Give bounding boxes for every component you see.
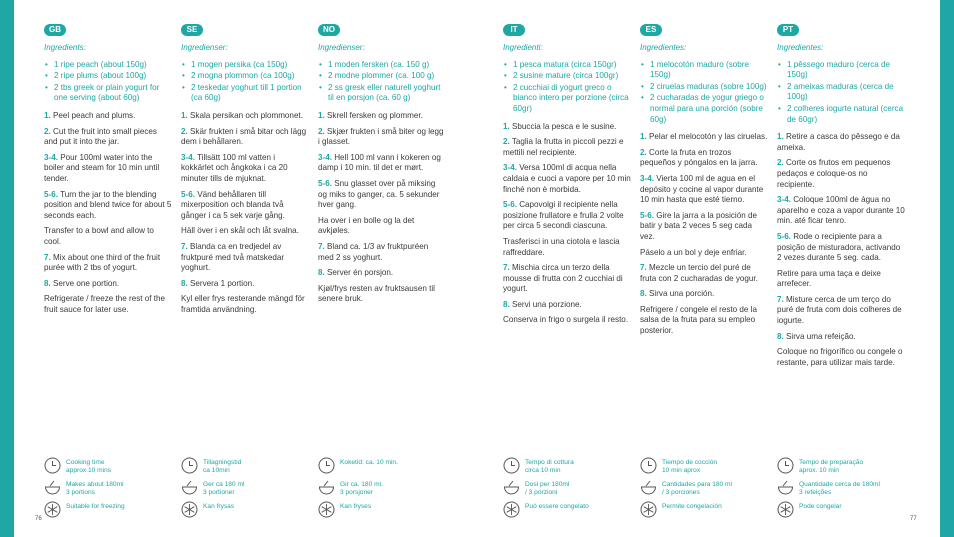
step-text: Gire la jarra a la posición de batir y bata 2 veces 5 seg cada vez. <box>640 210 757 241</box>
info-row <box>44 501 164 523</box>
ingredients-list <box>44 60 172 104</box>
ingredient-item: • 1 ripe peach (about 150g) <box>44 60 172 71</box>
step-item <box>181 279 309 290</box>
step-text: Coloque 100ml de água no aparelho e coza a vapor durante 10 min. até ficar tenro. <box>777 195 905 226</box>
bowl-icon <box>777 479 794 496</box>
step-item <box>503 300 631 311</box>
step-text: Capovolgi il recipiente nella posizione frullatore e frulla 2 volte per circa 5 secondi ciascuna. <box>503 200 624 231</box>
steps-list <box>777 132 905 368</box>
info-text: Tempo de preparação aprox. 10 min <box>799 459 864 474</box>
step-number: 5-6. <box>777 231 791 241</box>
step-number: 8. <box>640 289 647 299</box>
recipe-column-it <box>503 24 631 331</box>
ingredients-heading: Ingredienser: <box>181 43 228 52</box>
step-item <box>181 153 309 185</box>
step-item <box>777 347 905 368</box>
info-text: Tempo di cottura circa 10 min <box>525 459 574 474</box>
step-text: Páselo a un bol y deje enfriar. <box>640 247 747 257</box>
step-number: 8. <box>44 278 51 288</box>
step-item <box>181 111 309 122</box>
step-text: Servi una porzione. <box>512 299 582 309</box>
info-text: Quantidade cerca de 180ml 3 refeições <box>799 481 881 496</box>
language-badge: GB <box>44 24 66 36</box>
snowflake-icon <box>318 501 335 518</box>
ingredients-heading: Ingredienti: <box>503 43 543 52</box>
step-item <box>503 263 631 295</box>
step-text: Ha over i en bolle og la det avkjøles. <box>318 215 415 236</box>
step-number: 2. <box>318 126 325 136</box>
recipe-info-es <box>640 457 760 523</box>
step-text: Refrigere / congele el resto de la salsa de la fruta para su empleo posterior. <box>640 304 757 336</box>
step-text: Skala persikan och plommonet. <box>190 110 303 120</box>
language-badge: PT <box>777 24 799 36</box>
step-text: Corte la fruta en trozos pequeños y póngalos en la jarra. <box>640 147 758 168</box>
step-text: Skär frukten i små bitar och lägg dem i behållaren. <box>181 126 307 147</box>
step-text: Vänd behållaren till mixerposition och blanda två gånger i ca 5 sek varje gång. <box>181 189 285 220</box>
info-text: Tillagningstid ca 10min <box>203 459 242 474</box>
step-item <box>44 253 172 274</box>
step-item <box>181 190 309 222</box>
clock-icon <box>318 457 335 474</box>
info-text: Ger ca 180 ml 3 portioner <box>203 481 245 496</box>
step-number: 1. <box>503 121 510 131</box>
step-text: Mezcle un tercio del puré de fruta con 2 cucharadas de yogur. <box>640 263 758 283</box>
bowl-icon <box>640 479 657 496</box>
step-item <box>503 122 631 133</box>
step-item <box>503 200 631 232</box>
step-item <box>640 305 768 337</box>
step-item <box>777 132 905 153</box>
step-item <box>503 315 631 326</box>
step-number: 3-4. <box>640 173 654 183</box>
steps-list <box>318 111 446 305</box>
step-item <box>640 132 768 143</box>
ingredient-item: • 2 mogna plommon (ca 100g) <box>181 71 309 82</box>
step-text: Sbuccia la pesca e le susine. <box>512 121 617 131</box>
language-badge: NO <box>318 24 340 36</box>
step-item <box>777 232 905 264</box>
step-number: 3-4. <box>777 195 791 205</box>
info-row <box>44 479 164 501</box>
info-row <box>318 479 438 501</box>
step-number: 7. <box>777 294 784 304</box>
info-text: Gir ca. 180 ml. 3 porsjoner <box>340 481 383 496</box>
step-text: Versa 100ml di acqua nella caldaia e cuoci a vapore per 10 min finché non è morbida. <box>503 163 631 194</box>
step-text: Taglia la frutta in piccoli pezzi e mettili nel recipiente. <box>503 137 624 157</box>
step-item <box>318 111 446 122</box>
info-row <box>777 457 897 479</box>
step-number: 1. <box>640 132 647 142</box>
info-text: Tiempo de cocción 10 min aprox <box>662 459 718 474</box>
recipe-info-it <box>503 457 623 523</box>
step-number: 5-6. <box>181 189 195 199</box>
info-row <box>503 479 623 501</box>
snowflake-icon <box>777 501 794 518</box>
step-text: Snu glasset over på miksing og miks to ganger, ca. 5 sekunder hver gang. <box>318 178 440 210</box>
step-text: Sirva uma refeição. <box>786 331 856 341</box>
info-text: Cantidades para 180 ml / 3 porciones <box>662 481 733 496</box>
step-text: Rode o recipiente para a posição de misturadora, activando 2 vezes durante 5 seg. cada. <box>777 231 901 263</box>
step-text: Skjær frukten i små biter og legg i glasset. <box>318 126 444 147</box>
step-number: 7. <box>318 241 325 251</box>
clock-icon <box>44 457 61 474</box>
step-text: Peel peach and plums. <box>53 110 136 120</box>
step-number: 5-6. <box>318 178 332 188</box>
info-row <box>318 501 438 523</box>
ingredients-heading: Ingredients: <box>44 43 86 52</box>
step-item <box>503 163 631 195</box>
step-number: 3-4. <box>44 152 58 162</box>
step-text: Turn the jar to the blending position and blend twice for about 5 seconds each. <box>44 189 172 220</box>
step-number: 3-4. <box>318 152 332 162</box>
recipe-column-es <box>640 24 768 342</box>
step-number: 3-4. <box>503 163 517 173</box>
step-number: 7. <box>181 241 188 251</box>
step-item <box>503 137 631 158</box>
step-text: Server én porsjon. <box>327 268 394 278</box>
language-badge: IT <box>503 24 525 36</box>
step-item <box>318 153 446 174</box>
ingredient-item: • 2 colheres iogurte natural (cerca de 60gr) <box>777 104 905 125</box>
step-text: Pour 100ml water into the boiler and steam for 10 min until tender. <box>44 152 160 183</box>
step-text: Corte os frutos em pequenos pedaços e coloque-os no recipiente. <box>777 158 891 189</box>
step-number: 1. <box>318 110 325 120</box>
clock-icon <box>640 457 657 474</box>
recipe-column-se <box>181 24 309 320</box>
step-text: Misture cerca de um terço do puré de fruta com dois colheres de iogurte. <box>777 294 902 326</box>
step-item <box>181 226 309 237</box>
language-badge: ES <box>640 24 662 36</box>
info-row <box>777 501 897 523</box>
info-row <box>777 479 897 501</box>
info-row <box>640 457 760 479</box>
ingredient-item: • 1 moden fersken (ca. 150 g) <box>318 60 446 71</box>
step-item <box>44 153 172 185</box>
ingredients-list <box>181 60 309 104</box>
step-number: 5-6. <box>640 210 654 220</box>
step-number: 2. <box>44 126 51 136</box>
recipe-info-gb <box>44 457 164 523</box>
step-number: 1. <box>44 110 51 120</box>
info-text: Koketid: ca. 10 min. <box>340 459 398 466</box>
step-text: Tillsätt 100 ml vatten i kokkärlet och ångkoka i ca 20 minuter tills de mjuknat. <box>181 152 288 183</box>
ingredient-item: • 2 tbs greek or plain yogurt for one serving (about 60g) <box>44 83 172 104</box>
steps-list <box>181 111 309 316</box>
ingredient-item: • 2 cucharadas de yogur griego o normal para una porción (sobre 60g) <box>640 93 768 125</box>
step-text: Retire para uma taça e deixe arrefecer. <box>777 268 881 289</box>
snowflake-icon <box>44 501 61 518</box>
step-number: 2. <box>181 126 188 136</box>
info-text: Permite congelación <box>662 503 722 510</box>
ingredient-item: • 2 ss gresk eller naturell yoghurt til en porsjon (ca. 60 g) <box>318 83 446 104</box>
step-text: Hell 100 ml vann i kokeren og damp i 10 min. til det er mørt. <box>318 152 441 173</box>
info-row <box>181 457 301 479</box>
step-number: 2. <box>777 158 784 168</box>
info-row <box>181 501 301 523</box>
step-item <box>640 211 768 243</box>
step-number: 8. <box>503 299 510 309</box>
step-item <box>318 268 446 279</box>
step-number: 8. <box>318 268 325 278</box>
ingredients-heading: Ingredienser: <box>318 43 365 52</box>
step-number: 1. <box>777 132 784 142</box>
step-number: 7. <box>503 263 510 273</box>
step-item <box>777 269 905 290</box>
info-text: Dosi per 180ml / 3 porzioni <box>525 481 570 496</box>
step-text: Refrigerate / freeze the rest of the fruit sauce for later use. <box>44 294 166 314</box>
ingredients-list <box>503 60 631 115</box>
bowl-icon <box>181 479 198 496</box>
info-text: Suitable for freezing <box>66 503 125 510</box>
ingredients-list <box>318 60 446 104</box>
ingredient-item: • 2 teskedar yoghurt till 1 portion (ca 60g) <box>181 83 309 104</box>
step-text: Kyl eller frys resterande mängd för framtida användning. <box>181 294 305 314</box>
step-item <box>44 111 172 122</box>
info-text: Può essere congelato <box>525 503 589 510</box>
step-item <box>777 158 905 190</box>
ingredient-item: • 2 susine mature (circa 100gr) <box>503 71 631 82</box>
right-edge-bar <box>940 0 954 537</box>
clock-icon <box>503 457 520 474</box>
info-text: Cooking time approx 10 mins <box>66 459 112 474</box>
step-text: Coloque no frigorífico ou congele o restante, para utilizar mais tarde. <box>777 347 903 367</box>
step-text: Serve one portion. <box>53 278 120 288</box>
step-number: 5-6. <box>44 189 58 199</box>
steps-list <box>44 111 172 316</box>
clock-icon <box>777 457 794 474</box>
info-text: Kan fryses <box>340 503 372 510</box>
snowflake-icon <box>640 501 657 518</box>
step-number: 1. <box>181 110 188 120</box>
info-row <box>503 457 623 479</box>
step-number: 8. <box>777 331 784 341</box>
ingredient-item: • 2 ciruelas maduras (sobre 100g) <box>640 82 768 93</box>
step-number: 2. <box>503 137 510 147</box>
step-item <box>318 242 446 263</box>
info-row <box>640 479 760 501</box>
page-number-right: 77 <box>910 516 917 522</box>
step-number: 5-6. <box>503 200 517 210</box>
step-item <box>44 127 172 148</box>
step-text: Skrell fersken og plommer. <box>327 110 423 120</box>
info-text: Makes about 180ml 3 portions <box>66 481 124 496</box>
page-number-left: 76 <box>35 516 42 522</box>
ingredients-heading: Ingredientes: <box>777 43 824 52</box>
steps-list <box>640 132 768 337</box>
step-text: Transfer to a bowl and allow to cool. <box>44 226 154 246</box>
step-text: Trasferisci in una ciotola e lascia raffreddare. <box>503 236 620 257</box>
step-number: 7. <box>640 263 647 273</box>
step-item <box>44 190 172 222</box>
info-row <box>503 501 623 523</box>
step-item <box>777 332 905 343</box>
step-item <box>640 148 768 169</box>
snowflake-icon <box>503 501 520 518</box>
left-edge-bar <box>0 0 14 537</box>
bowl-icon <box>44 479 61 496</box>
steps-list <box>503 122 631 327</box>
step-item <box>44 226 172 247</box>
info-row <box>44 457 164 479</box>
step-text: Retire a casca do pêssego e da ameixa. <box>777 132 900 152</box>
step-item <box>640 263 768 284</box>
step-item <box>640 248 768 259</box>
step-text: Servera 1 portion. <box>190 278 255 288</box>
step-item <box>318 216 446 237</box>
step-item <box>503 237 631 258</box>
step-text: Cut the fruit into small pieces and put it into the jar. <box>44 126 157 147</box>
ingredient-item: • 1 pêssego maduro (cerca de 150g) <box>777 60 905 81</box>
bowl-icon <box>318 479 335 496</box>
recipe-info-pt <box>777 457 897 523</box>
step-number: 8. <box>181 278 188 288</box>
language-badge: SE <box>181 24 203 36</box>
step-item <box>318 127 446 148</box>
recipe-column-gb <box>44 24 172 320</box>
step-item <box>181 242 309 274</box>
bowl-icon <box>503 479 520 496</box>
ingredient-item: • 1 melocotón maduro (sobre 150g) <box>640 60 768 81</box>
step-item <box>777 295 905 327</box>
clock-icon <box>181 457 198 474</box>
step-item <box>640 174 768 206</box>
recipe-column-no <box>318 24 446 310</box>
recipe-column-pt <box>777 24 905 373</box>
step-text: Mischia circa un terzo della mousse di frutta con 2 cucchiai di yogurt. <box>503 263 623 294</box>
step-text: Vierta 100 ml de agua en el depósito y cocine al vapor durante 10 min hasta que esté tierno. <box>640 173 764 205</box>
step-item <box>640 289 768 300</box>
ingredient-item: • 2 ripe plums (about 100g) <box>44 71 172 82</box>
step-item <box>181 294 309 315</box>
step-text: Sirva una porción. <box>649 289 715 299</box>
ingredients-list <box>777 60 905 126</box>
ingredients-heading: Ingredientes: <box>640 43 687 52</box>
ingredient-item: • 2 cucchiai di yogurt greco o bianco intero per porzione (circa 60gr) <box>503 83 631 115</box>
step-text: Häll över i en skål och låt svalna. <box>181 226 299 236</box>
info-row <box>181 479 301 501</box>
step-text: Pelar el melocotón y las ciruelas. <box>649 132 768 142</box>
recipe-info-se <box>181 457 301 523</box>
step-number: 2. <box>640 147 647 157</box>
step-item <box>44 279 172 290</box>
step-item <box>181 127 309 148</box>
step-text: Blanda ca en tredjedel av fruktpuré med två matskedar yoghurt. <box>181 241 285 273</box>
step-text: Kjøl/frys resten av fruktsausen til senere bruk. <box>318 283 435 304</box>
step-item <box>777 195 905 227</box>
info-text: Pode congelar <box>799 503 842 510</box>
info-row <box>640 501 760 523</box>
info-row <box>318 457 438 479</box>
ingredient-item: • 2 modne plommer (ca. 100 g) <box>318 71 446 82</box>
ingredient-item: • 1 mogen persika (ca 150g) <box>181 60 309 71</box>
step-text: Conserva in frigo o surgela il resto. <box>503 315 629 325</box>
step-item <box>44 294 172 315</box>
step-number: 7. <box>44 252 51 262</box>
snowflake-icon <box>181 501 198 518</box>
ingredient-item: • 1 pesca matura (circa 150gr) <box>503 60 631 71</box>
step-item <box>318 284 446 305</box>
step-text: Mix about one third of the fruit purée with 2 tbs of yogurt. <box>44 252 161 273</box>
step-item <box>318 179 446 211</box>
ingredient-item: • 2 ameixas maduras (cerca de 100g) <box>777 82 905 103</box>
step-text: Bland ca. 1/3 av fruktpuréen med 2 ss yoghurt. <box>318 241 429 262</box>
ingredients-list <box>640 60 768 126</box>
step-number: 3-4. <box>181 152 195 162</box>
info-text: Kan frysas <box>203 503 235 510</box>
recipe-info-no <box>318 457 438 523</box>
